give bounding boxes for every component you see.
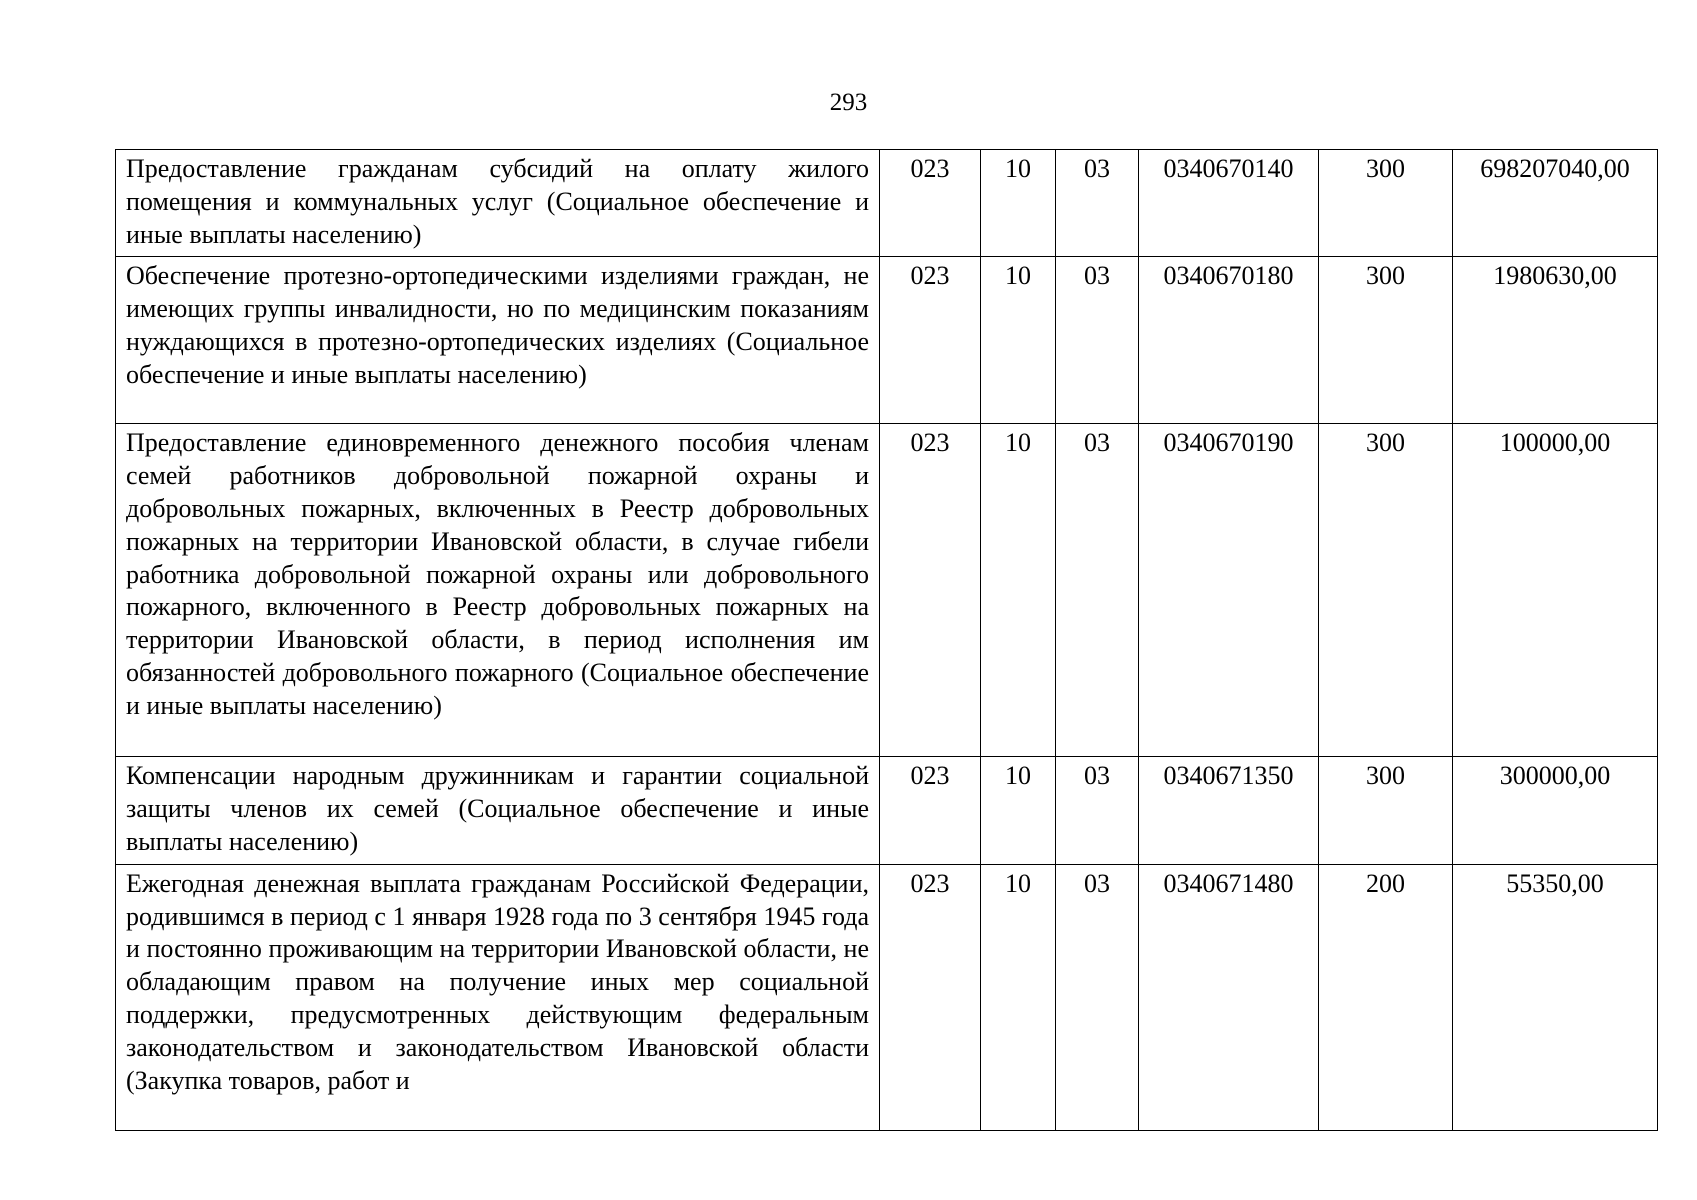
expense-type-code: 300 — [1319, 424, 1453, 757]
ministry-code: 023 — [880, 757, 981, 864]
section-code: 10 — [981, 150, 1056, 257]
page-number: 293 — [829, 89, 868, 116]
subsection-code: 03 — [1056, 257, 1139, 424]
target-article-code: 0340671480 — [1139, 864, 1319, 1130]
row-description: Компенсации народным дружинникам и гарантии социальной защиты членов их семей (Социальное обеспечение и иные выплаты населению) — [116, 757, 880, 864]
budget-table — [115, 149, 1658, 1131]
amount: 100000,00 — [1453, 424, 1658, 757]
row-description: Предоставление единовременного денежного пособия членам семей работников добровольной пожарной охраны и добровольных пожарных, включенных в Реестр добровольных пожарных на территории Ивановской области, в случае гибели работника добровольной пожарной охраны или добровольного пожарного, включенного в Реестр добровольных пожарных на территории Ивановской области, в период исполнения им обязанностей добровольного пожарного (Социальное обеспечение и иные выплаты населению) — [116, 424, 880, 757]
table-row — [116, 757, 1658, 864]
subsection-code: 03 — [1056, 150, 1139, 257]
ministry-code: 023 — [880, 150, 981, 257]
expense-type-code: 200 — [1319, 864, 1453, 1130]
section-code: 10 — [981, 424, 1056, 757]
subsection-code: 03 — [1056, 864, 1139, 1130]
expense-type-code: 300 — [1319, 757, 1453, 864]
ministry-code: 023 — [880, 424, 981, 757]
table-row — [116, 257, 1658, 424]
expense-type-code: 300 — [1319, 257, 1453, 424]
row-description: Ежегодная денежная выплата гражданам Российской Федерации, родившимся в период с 1 января 1928 года по 3 сентября 1945 года и постоянно проживающим на территории Ивановской области, не обладающим правом на получение иных мер социальной поддержки, предусмотренных действующим федеральным законодательством и законодательством Ивановской области (Закупка товаров, работ и — [116, 864, 880, 1130]
ministry-code: 023 — [880, 257, 981, 424]
target-article-code: 0340670140 — [1139, 150, 1319, 257]
target-article-code: 0340670190 — [1139, 424, 1319, 757]
table-row — [116, 150, 1658, 257]
table-row — [116, 424, 1658, 757]
ministry-code: 023 — [880, 864, 981, 1130]
amount: 300000,00 — [1453, 757, 1658, 864]
target-article-code: 0340671350 — [1139, 757, 1319, 864]
subsection-code: 03 — [1056, 757, 1139, 864]
row-description: Предоставление гражданам субсидий на оплату жилого помещения и коммунальных услуг (Социальное обеспечение и иные выплаты населению) — [116, 150, 880, 257]
section-code: 10 — [981, 864, 1056, 1130]
section-code: 10 — [981, 257, 1056, 424]
amount: 1980630,00 — [1453, 257, 1658, 424]
subsection-code: 03 — [1056, 424, 1139, 757]
amount: 55350,00 — [1453, 864, 1658, 1130]
section-code: 10 — [981, 757, 1056, 864]
target-article-code: 0340670180 — [1139, 257, 1319, 424]
expense-type-code: 300 — [1319, 150, 1453, 257]
table-row — [116, 864, 1658, 1130]
amount: 698207040,00 — [1453, 150, 1658, 257]
row-description: Обеспечение протезно-ортопедическими изделиями граждан, не имеющих группы инвалидности, но по медицинским показаниям нуждающихся в протезно-ортопедических изделиях (Социальное обеспечение и иные выплаты населению) — [116, 257, 880, 424]
